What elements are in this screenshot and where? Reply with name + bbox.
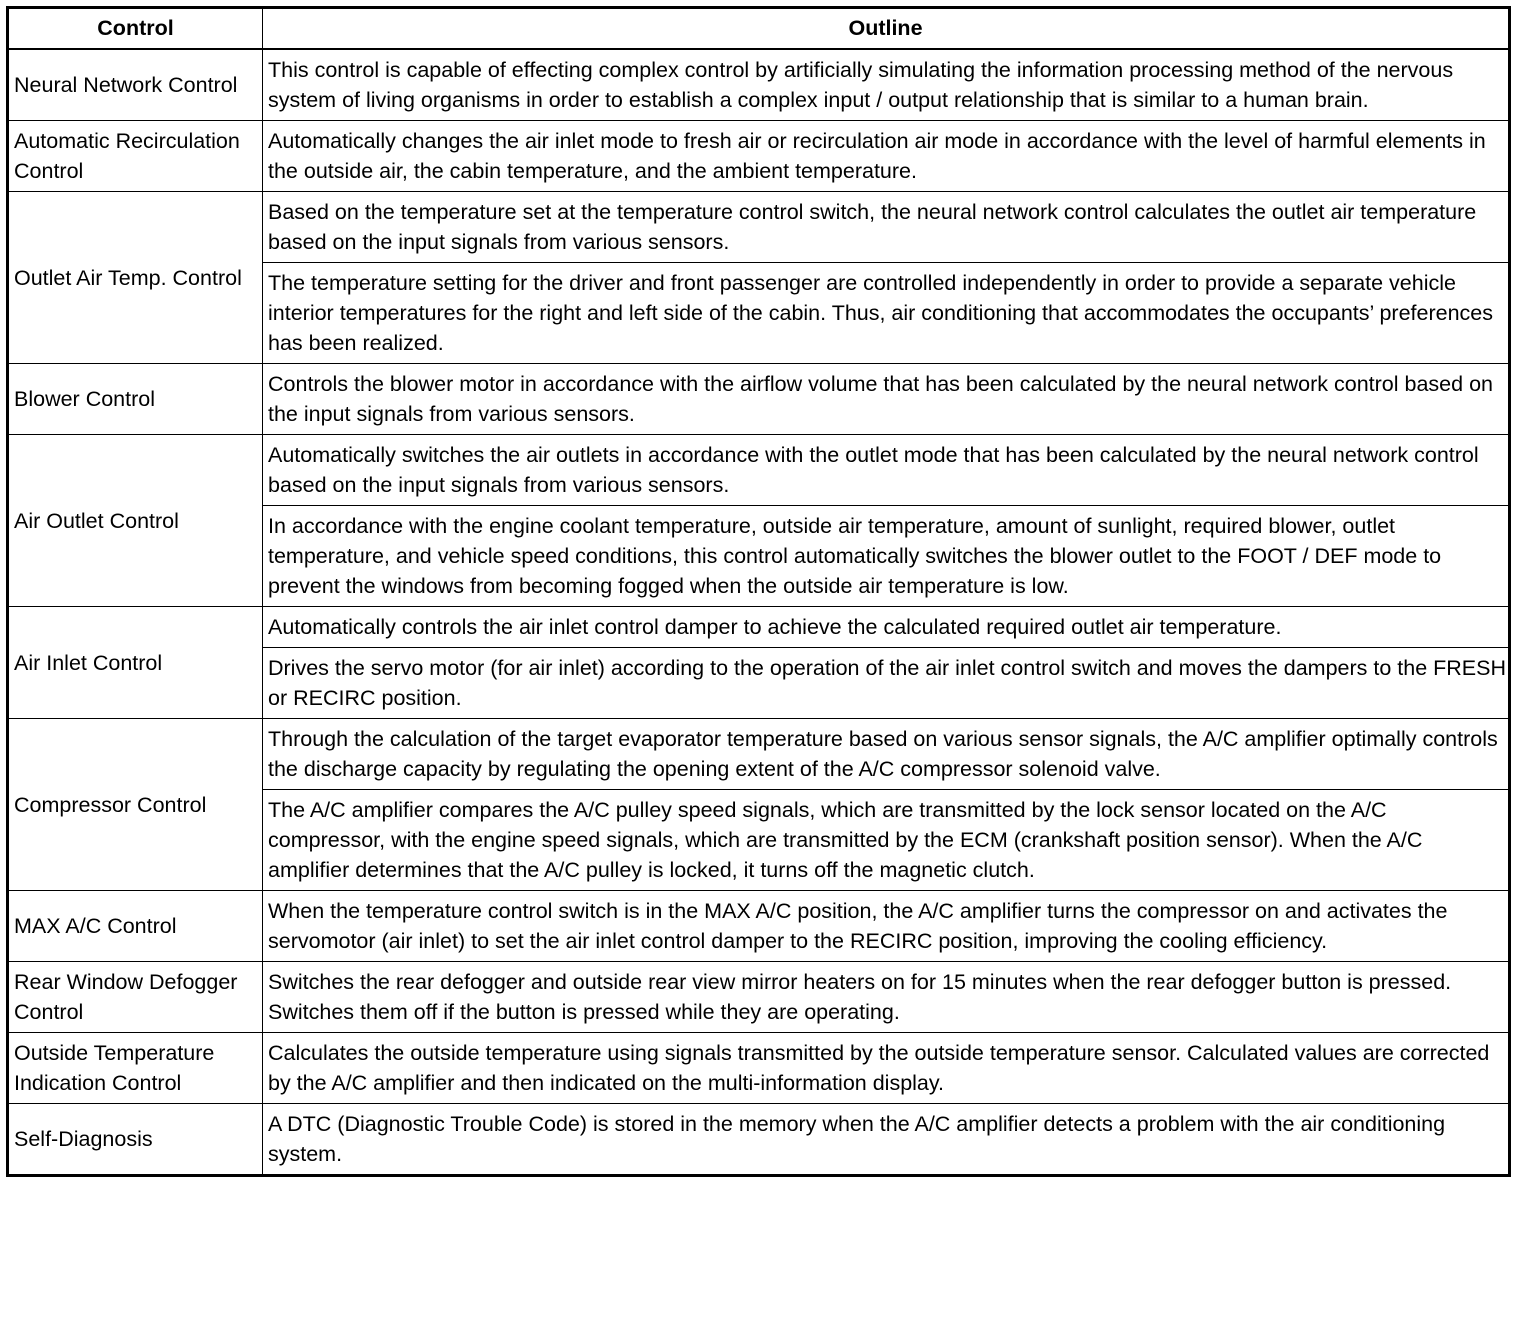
control-name: MAX A/C Control [8, 891, 263, 962]
control-name: Air Outlet Control [8, 435, 263, 607]
control-name: Rear Window Defogger Control [8, 962, 263, 1033]
control-name: Outlet Air Temp. Control [8, 192, 263, 364]
table-row [8, 719, 1510, 790]
outline-text: A DTC (Diagnostic Trouble Code) is stored in the memory when the A/C amplifier detects a problem with the air conditioning system. [263, 1104, 1510, 1176]
table-row [8, 192, 1510, 263]
control-outline-table [6, 6, 1511, 1177]
outline-text: Through the calculation of the target evaporator temperature based on various sensor signals, the A/C amplifier optimally controls the discharge capacity by regulating the opening extent of the A/C compressor solenoid valve. [263, 719, 1510, 790]
table-row [8, 121, 1510, 192]
outline-text: Automatically switches the air outlets in accordance with the outlet mode that has been calculated by the neural network control based on the input signals from various sensors. [263, 435, 1510, 506]
table-row [8, 49, 1510, 121]
outline-column-header: Outline [263, 8, 1510, 50]
outline-text: Automatically changes the air inlet mode to fresh air or recirculation air mode in accordance with the level of harmful elements in the outside air, the cabin temperature, and the ambient temperature. [263, 121, 1510, 192]
control-name: Self-Diagnosis [8, 1104, 263, 1176]
outline-text: Switches the rear defogger and outside rear view mirror heaters on for 15 minutes when the rear defogger button is pressed. Switches them off if the button is pressed while they are operating. [263, 962, 1510, 1033]
control-column-header: Control [8, 8, 263, 50]
control-name: Compressor Control [8, 719, 263, 891]
outline-text: Controls the blower motor in accordance with the airflow volume that has been calculated by the neural network control based on the input signals from various sensors. [263, 364, 1510, 435]
outline-text: Based on the temperature set at the temperature control switch, the neural network control calculates the outlet air temperature based on the input signals from various sensors. [263, 192, 1510, 263]
outline-text: The A/C amplifier compares the A/C pulley speed signals, which are transmitted by the lock sensor located on the A/C compressor, with the engine speed signals, which are transmitted by the ECM (crankshaft position sensor). When the A/C amplifier determines that the A/C pulley is locked, it turns off the magnetic clutch. [263, 790, 1510, 891]
table-row [8, 1033, 1510, 1104]
outline-text: When the temperature control switch is in the MAX A/C position, the A/C amplifier turns the compressor on and activates the servomotor (air inlet) to set the air inlet control damper to the RECIRC position, improving the cooling efficiency. [263, 891, 1510, 962]
table-row [8, 891, 1510, 962]
table-row [8, 607, 1510, 648]
header-row [8, 8, 1510, 50]
outline-text: Calculates the outside temperature using signals transmitted by the outside temperature sensor. Calculated values are corrected by the A/C amplifier and then indicated on the multi-information display. [263, 1033, 1510, 1104]
control-name: Blower Control [8, 364, 263, 435]
table-row [8, 435, 1510, 506]
table-row [8, 962, 1510, 1033]
control-name: Neural Network Control [8, 49, 263, 121]
outline-text: In accordance with the engine coolant temperature, outside air temperature, amount of sunlight, required blower, outlet temperature, and vehicle speed conditions, this control automatically switches the blower outlet to the FOOT / DEF mode to prevent the windows from becoming fogged when the outside air temperature is low. [263, 506, 1510, 607]
outline-text: Automatically controls the air inlet control damper to achieve the calculated required outlet air temperature. [263, 607, 1510, 648]
outline-text: This control is capable of effecting complex control by artificially simulating the information processing method of the nervous system of living organisms in order to establish a complex input / output relationship that is similar to a human brain. [263, 49, 1510, 121]
outline-text: The temperature setting for the driver and front passenger are controlled independently in order to provide a separate vehicle interior temperatures for the right and left side of the cabin. Thus, air conditioning that accommodates the occupants’ preferences has been realized. [263, 263, 1510, 364]
outline-text: Drives the servo motor (for air inlet) according to the operation of the air inlet control switch and moves the dampers to the FRESH or RECIRC position. [263, 648, 1510, 719]
control-name: Automatic Recirculation Control [8, 121, 263, 192]
table-row [8, 364, 1510, 435]
table-row [8, 1104, 1510, 1176]
control-name: Air Inlet Control [8, 607, 263, 719]
control-name: Outside Temperature Indication Control [8, 1033, 263, 1104]
